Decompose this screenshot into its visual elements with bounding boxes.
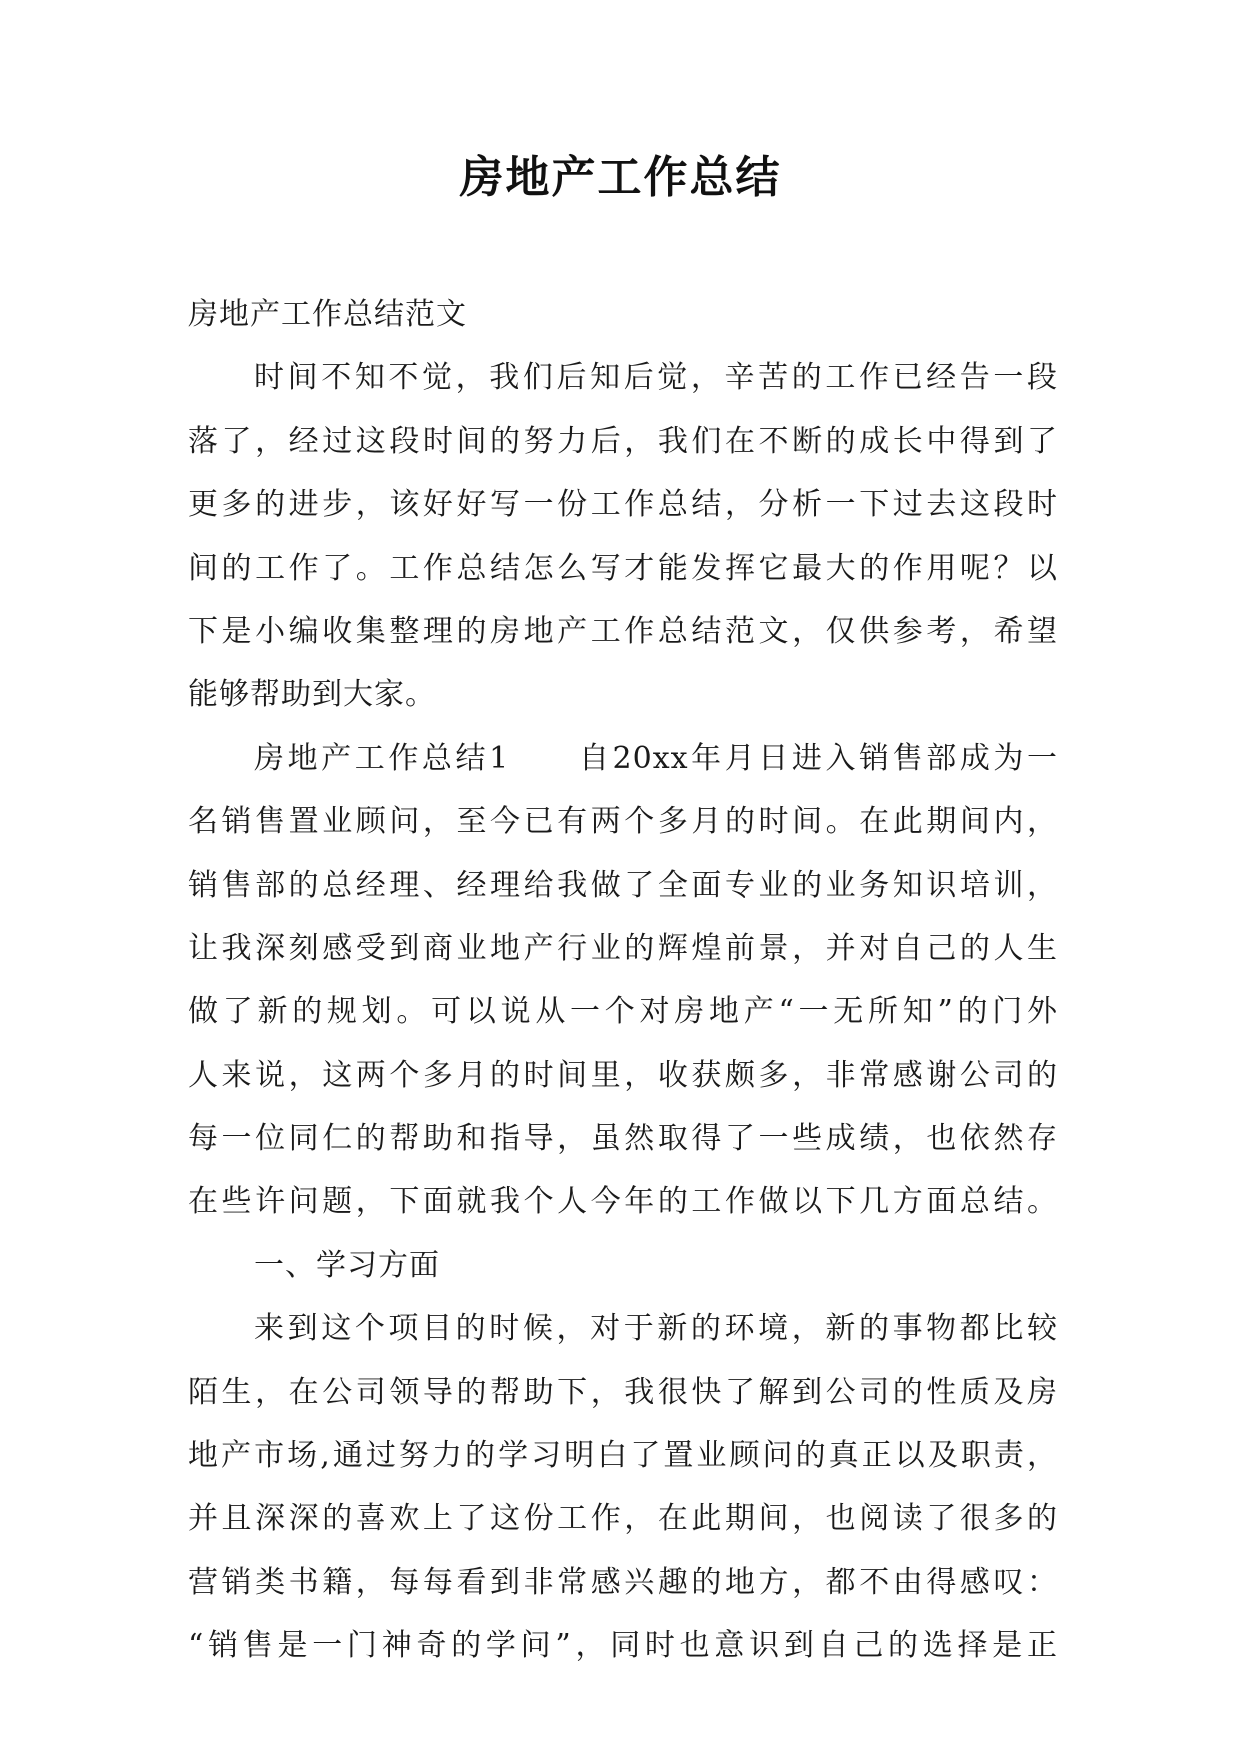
paragraph-line: 名销售置业顾问，至今已有两个多月的时间。在此期间内， bbox=[188, 804, 1058, 840]
document-title: 房地产工作总结 bbox=[459, 152, 782, 203]
paragraph-line: 更多的进步，该好好写一份工作总结，分析一下过去这段时 bbox=[188, 487, 1058, 523]
paragraph-line: 间的工作了。工作总结怎么写才能发挥它最大的作用呢？以 bbox=[188, 550, 1058, 586]
paragraph-line: 能够帮助到大家。 bbox=[188, 677, 436, 713]
paragraph-line: 在些许问题，下面就我个人今年的工作做以下几方面总结。 bbox=[188, 1184, 1058, 1220]
paragraph-line: 房地产工作总结1 自20xx年月日进入销售部成为一 bbox=[254, 740, 1058, 776]
paragraph-line: 做了新的规划。可以说从一个对房地产“一无所知”的门外 bbox=[188, 994, 1058, 1030]
paragraph-line: 陌生，在公司领导的帮助下，我很快了解到公司的性质及房 bbox=[188, 1374, 1058, 1410]
paragraph-line: 营销类书籍，每每看到非常感兴趣的地方，都不由得感叹： bbox=[188, 1564, 1058, 1600]
paragraph-line: 下是小编收集整理的房地产工作总结范文，仅供参考，希望 bbox=[188, 613, 1058, 649]
paragraph-line: 人来说，这两个多月的时间里，收获颇多，非常感谢公司的 bbox=[188, 1057, 1058, 1093]
paragraph-line: 并且深深的喜欢上了这份工作，在此期间，也阅读了很多的 bbox=[188, 1501, 1058, 1537]
paragraph-line: “销售是一门神奇的学问”，同时也意识到自己的选择是正 bbox=[188, 1628, 1058, 1664]
subtitle-line: 房地产工作总结范文 bbox=[188, 297, 467, 332]
paragraph-line: 每一位同仁的帮助和指导，虽然取得了一些成绩，也依然存 bbox=[188, 1121, 1058, 1157]
paragraph-line: 时间不知不觉，我们后知后觉，辛苦的工作已经告一段 bbox=[254, 360, 1058, 396]
paragraph-line: 让我深刻感受到商业地产行业的辉煌前景，并对自己的人生 bbox=[188, 930, 1058, 966]
paragraph-line: 销售部的总经理、经理给我做了全面专业的业务知识培训， bbox=[188, 867, 1058, 903]
section-heading: 一、学习方面 bbox=[254, 1247, 440, 1283]
paragraph-line: 落了，经过这段时间的努力后，我们在不断的成长中得到了 bbox=[188, 423, 1058, 459]
paragraph-line: 地产市场,通过努力的学习明白了置业顾问的真正以及职责， bbox=[188, 1438, 1058, 1474]
paragraph-line: 来到这个项目的时候，对于新的环境，新的事物都比较 bbox=[254, 1311, 1058, 1347]
document-body bbox=[188, 283, 1058, 1678]
